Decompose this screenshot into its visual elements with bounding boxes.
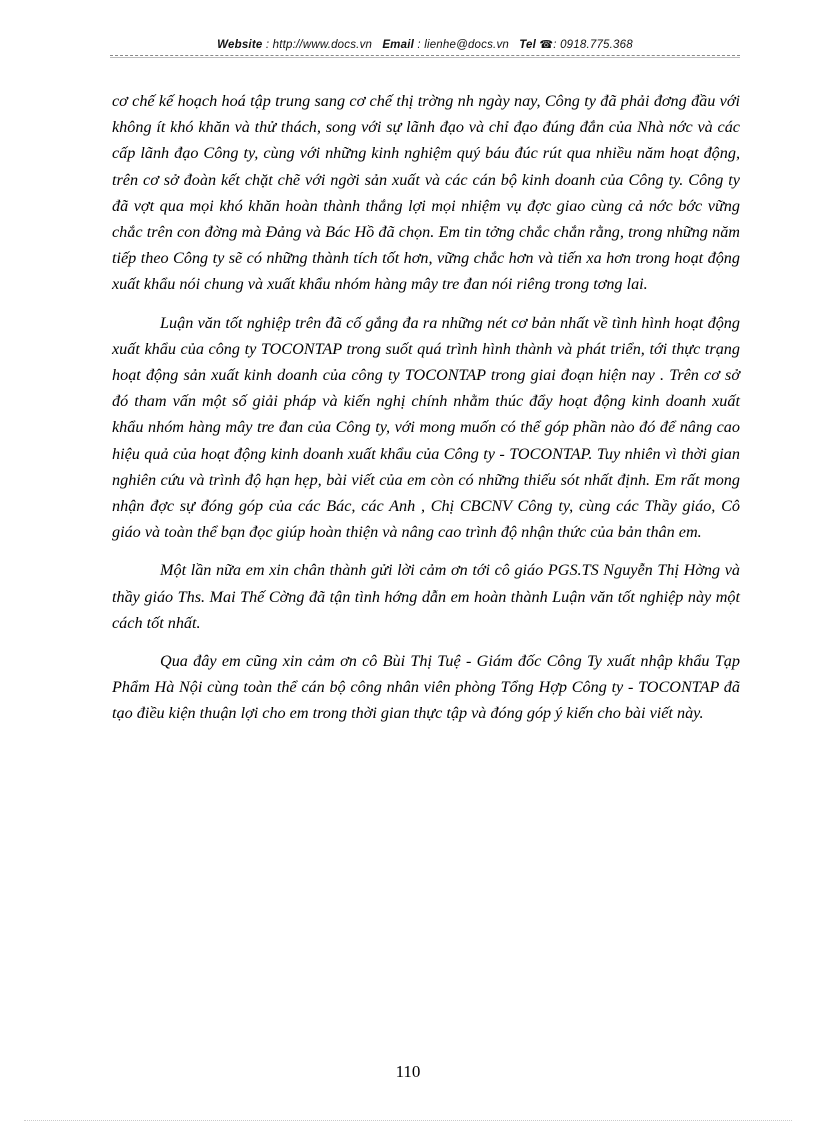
tel-label: Tel (519, 39, 536, 51)
paragraph-4: Qua đây em cũng xin cảm ơn cô Bùi Thị Tuệ - Giám đốc Công Ty xuất nhập khẩu Tạp Phẩm Hà Nội cùng toàn thể cán bộ công nhân viên phòng Tổng Hợp Công ty - TOCONTAP đã tạo điều kiện thuận lợi cho em trong thời gian thực tập và đóng góp ý kiến cho bài viết này. (112, 652, 740, 723)
header-divider-underline (110, 57, 740, 58)
document-body (112, 88, 740, 739)
footer-divider (24, 1120, 792, 1121)
paragraph-3: Một lần nữa em xin chân thành gửi lời cảm ơn tới cô giáo PGS.TS Nguyễn Thị Hờng và thầy giáo Ths. Mai Thế Cờng đã tận tình hớng dẫn em hoàn thành Luận văn tốt nghiệp này một cách tốt nhất. (112, 561, 740, 632)
email-label: Email (382, 39, 414, 51)
page-header (110, 38, 740, 51)
paragraph-1: cơ chế kế hoạch hoá tập trung sang cơ chế thị trờng nh ngày nay, Công ty đã phải đơng đầu với không ít khó khăn và thử thách, song với sự lãnh đạo và chỉ đạo đúng đắn của Nhà nớc và các cấp lãnh đạo Công ty, cùng với những kinh nghiệm quý báu đúc rút qua nhiều năm hoạt động, trên cơ sở đoàn kết chặt chẽ với ngời sản xuất và các cán bộ kinh doanh của Công ty. Công ty đã vợt qua mọi khó khăn hoàn thành thắng lợi mọi nhiệm vụ đợc giao cùng cả nớc bớc vững chắc trên con đờng mà Đảng và Bác Hồ đã chọn. Em tin tởng chắc chắn rằng, trong những năm tiếp theo Công ty sẽ có những thành tích tốt hơn, vững chắc hơn và tiến xa hơn trong hoạt động xuất khẩu nói chung và xuất khẩu nhóm hàng mây tre đan nói riêng trong tơng lai. (112, 92, 740, 294)
tel-value: : 0918.775.368 (553, 39, 633, 51)
phone-icon: ☎ (539, 39, 554, 51)
header-divider (110, 55, 740, 56)
website-value: : http://www.docs.vn (265, 39, 373, 51)
email-value: : lienhe@docs.vn (417, 39, 509, 51)
page-number: 110 (395, 1062, 421, 1081)
paragraph-2: Luận văn tốt nghiệp trên đã cố gắng đa ra những nét cơ bản nhất về tình hình hoạt động xuất khẩu của công ty TOCONTAP trong suốt quá trình hình thành và phát triển, tới thực trạng hoạt động sản xuất kinh doanh của công ty TOCONTAP trong giai đoạn hiện nay . Trên cơ sở đó tham vấn một số giải pháp và kiến nghị chính nhằm thúc đẩy hoạt động kinh doanh xuất khẩu nhóm hàng mây tre đan của Công ty, với mong muốn có thể góp phần nào đó để nâng cao hiệu quả của hoạt động kinh doanh xuất khẩu của Công ty - TOCONTAP. Tuy nhiên vì thời gian nghiên cứu và trình độ hạn hẹp, bài viết của em còn có những thiếu sót nhất định. Em rất mong nhận đợc sự đóng góp của các Bác, các Anh , Chị CBCNV Công ty, cùng các Thầy giáo, Cô giáo và toàn thể bạn đọc giúp hoàn thiện và nâng cao trình độ nhận thức của bản thân em. (112, 313, 740, 542)
website-label: Website (217, 39, 263, 51)
